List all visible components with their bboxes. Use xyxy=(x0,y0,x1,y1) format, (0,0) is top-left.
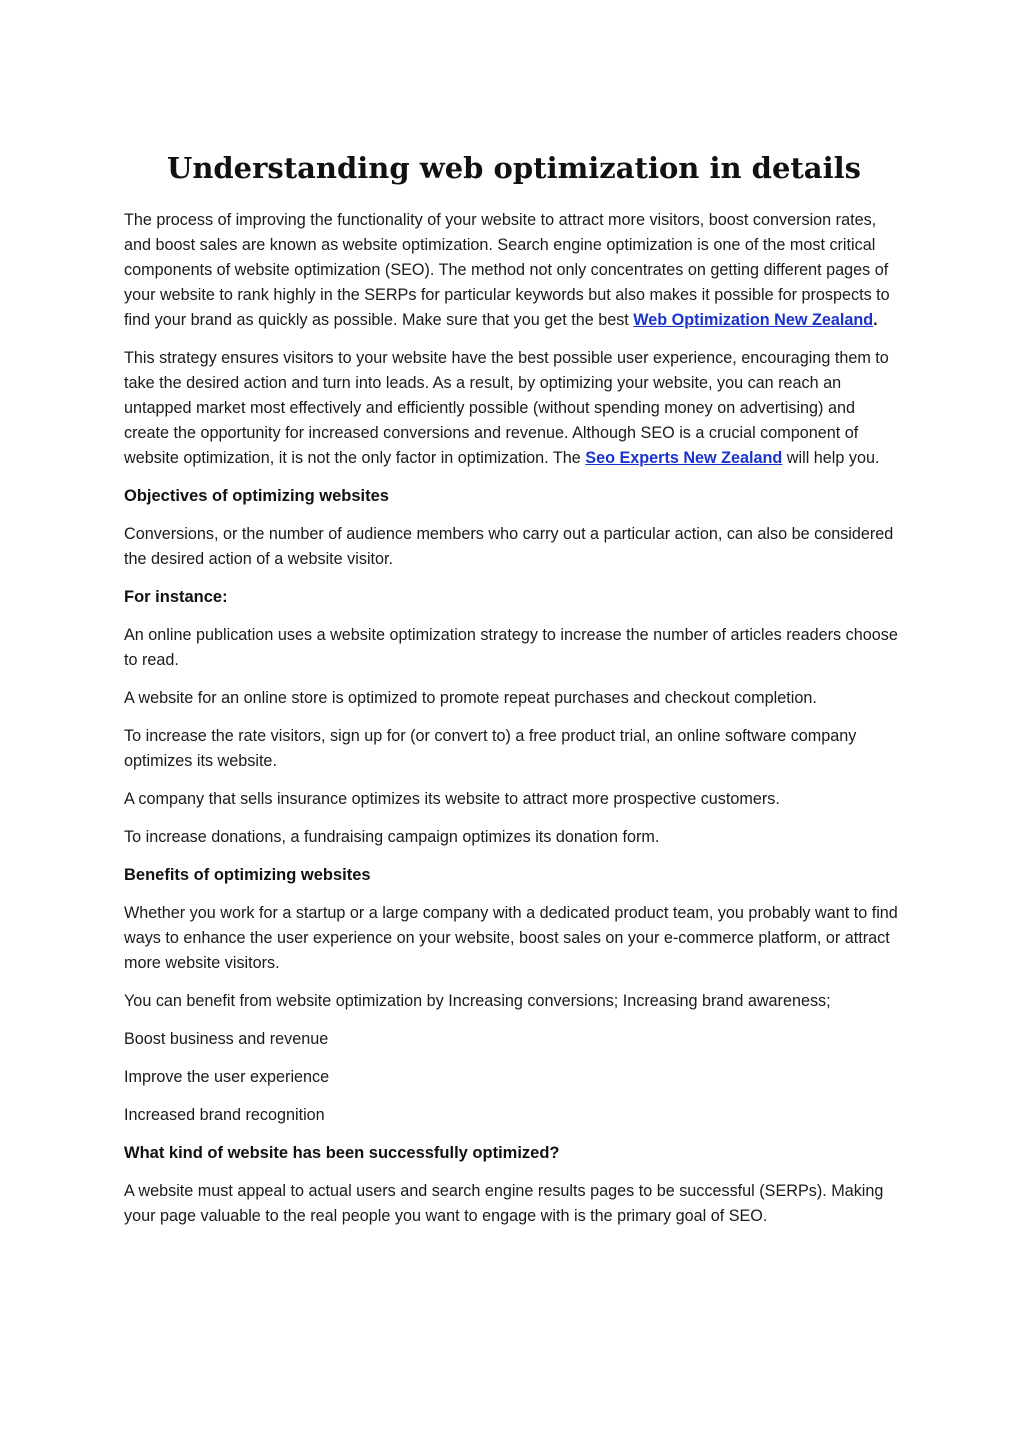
benefit-item: Increased brand recognition xyxy=(124,1106,325,1124)
instance-example: To increase donations, a fundraising campaign optimizes its donation form. xyxy=(124,828,660,846)
instance-example: To increase the rate visitors, sign up for (or convert to) a free product trial, an online software company optimizes its website. xyxy=(124,727,857,770)
benefits-paragraph: Whether you work for a startup or a large company with a dedicated product team, you probably want to find ways to enhance the user experience on your website, boost sales on your e-commerce platform, or attract more website visitors. xyxy=(124,904,898,972)
successful-paragraph: A website must appeal to actual users and search engine results pages to be successful (SERPs). Making your page valuable to the real people you want to engage with is the primary goal of SEO. xyxy=(124,1182,884,1225)
intro-text: The process of improving the functionality of your website to attract more visitors, boost conversion rates, and boost sales are known as website optimization. Search engine optimization is one of the most critical components of website optimization (SEO). The method not only concentrates on getting different pages of your website to rank highly in the SERPs for particular keywords but also makes it possible for prospects to find your brand as quickly as possible. Make sure that you get the best xyxy=(124,211,890,329)
seo-experts-link[interactable]: Seo Experts New Zealand xyxy=(585,449,783,467)
benefits-heading: Benefits of optimizing websites xyxy=(124,866,371,884)
instance-example: An online publication uses a website optimization strategy to increase the number of articles readers choose to read. xyxy=(124,626,898,669)
benefit-item: Improve the user experience xyxy=(124,1068,330,1086)
successful-heading: What kind of website has been successfully optimized? xyxy=(124,1144,560,1162)
benefit-item: Boost business and revenue xyxy=(124,1030,329,1048)
instance-heading: For instance: xyxy=(124,588,228,606)
benefits-summary: You can benefit from website optimization by Increasing conversions; Increasing brand awareness; xyxy=(124,992,831,1010)
instance-example: A company that sells insurance optimizes its website to attract more prospective customers. xyxy=(124,790,780,808)
strategy-text-end: will help you. xyxy=(782,449,880,467)
instance-example: A website for an online store is optimized to promote repeat purchases and checkout completion. xyxy=(124,689,817,707)
page-title: Understanding web optimization in details xyxy=(167,151,861,185)
web-optimization-link[interactable]: Web Optimization New Zealand xyxy=(633,311,874,329)
strategy-text: This strategy ensures visitors to your website have the best possible user experience, encouraging them to take the desired action and turn into leads. As a result, by optimizing your website, you can reach an untapped market most effectively and efficiently possible (without spending money on advertising) and create the opportunity for increased conversions and revenue. Although SEO is a crucial component of website optimization, it is not the only factor in optimization. The xyxy=(124,349,889,467)
intro-text-end: . xyxy=(873,311,878,329)
strategy-paragraph xyxy=(124,346,904,471)
objectives-heading: Objectives of optimizing websites xyxy=(124,487,389,505)
objectives-paragraph: Conversions, or the number of audience members who carry out a particular action, can also be considered the desired action of a website visitor. xyxy=(124,525,894,568)
document-body xyxy=(124,150,904,1242)
intro-paragraph xyxy=(124,208,904,333)
